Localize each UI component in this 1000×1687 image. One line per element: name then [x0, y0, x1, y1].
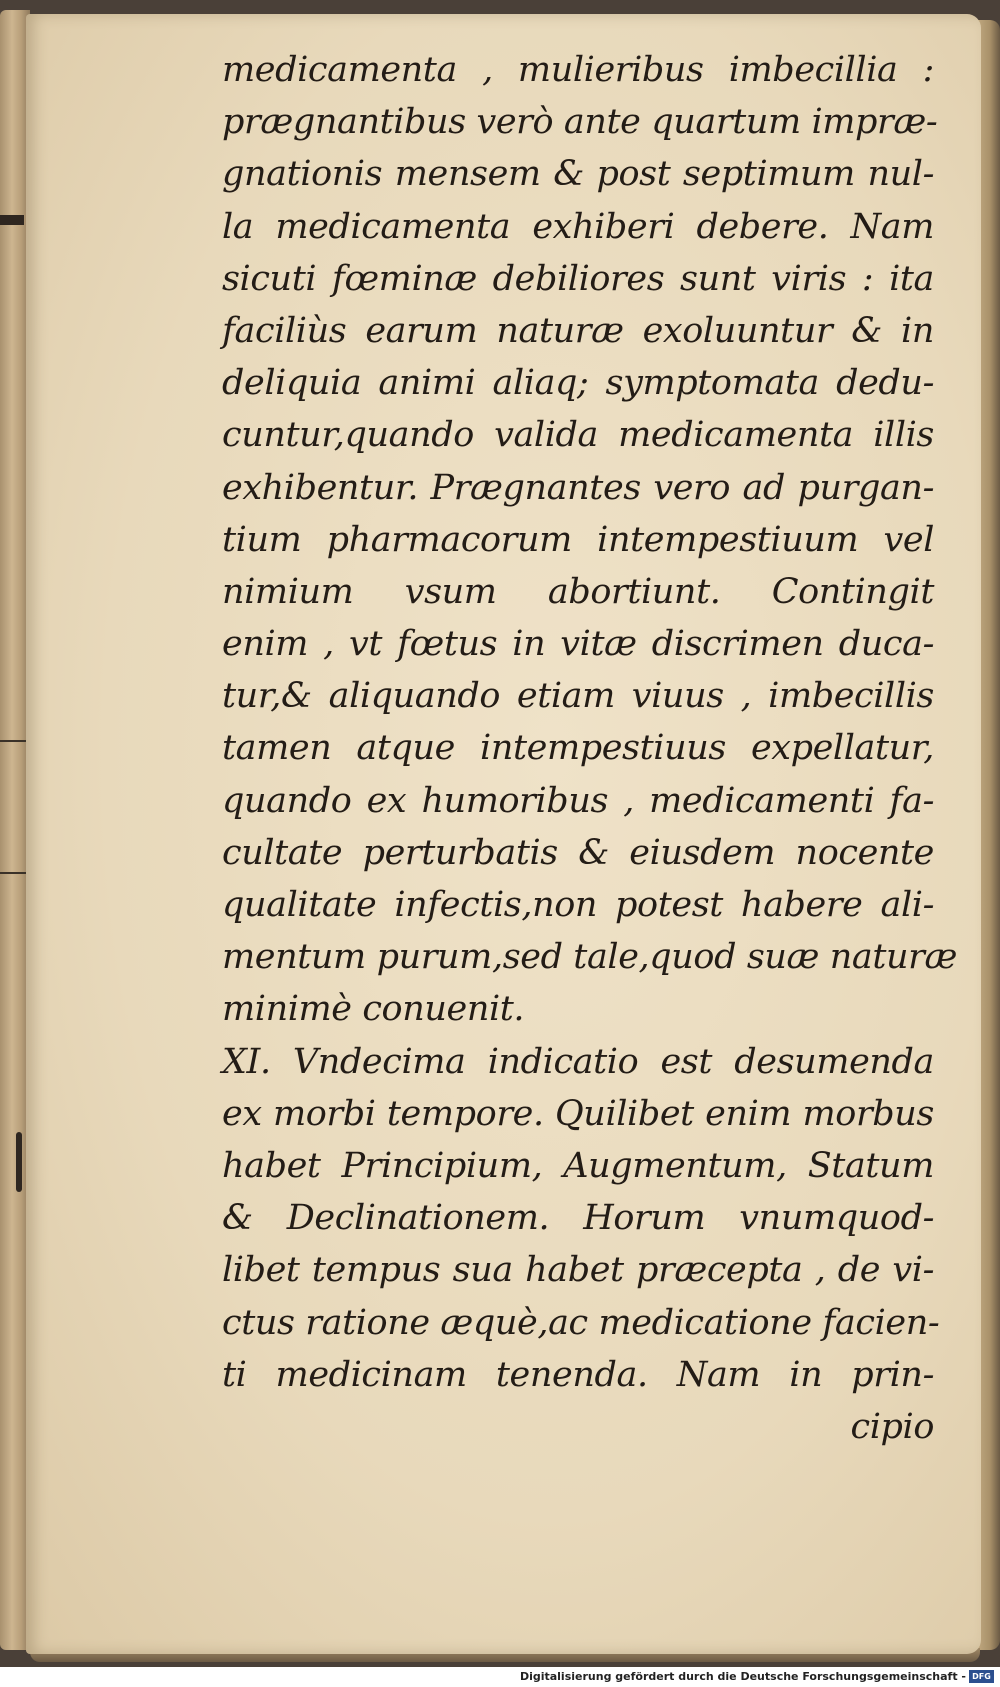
text-line: ctus ratione æquè,ac medicatione facien- — [222, 1302, 940, 1343]
funding-credit: Digitalisierung gefördert durch die Deutsche Forschungsgemeinschaft - — [519, 1670, 966, 1683]
text-line: quando ex humoribus , medicamenti fa- — [222, 780, 934, 821]
text-line: medicamenta , mulieribus imbecillia : — [222, 50, 934, 90]
text-line: ex morbi tempore. Quilibet enim morbus — [222, 1093, 934, 1134]
text-line: la medicamenta exhiberi debere. Nam — [222, 206, 934, 247]
page-text-block — [222, 44, 957, 1453]
text-line: & Declinationem. Horum vnumquod- — [222, 1198, 934, 1239]
text-line: tamen atque intempestiuus expellatur, — [222, 728, 934, 769]
text-line: deliquia animi aliaq; symptomata dedu- — [222, 363, 934, 404]
text-line: cultate perturbatis & eiusdem nocente — [222, 832, 934, 873]
dfg-logo-icon: DFG — [969, 1670, 994, 1683]
ribbon-marker — [0, 215, 24, 225]
text-line: sicuti fœminæ debiliores sunt viris : ita — [222, 258, 934, 299]
text-line: tur,& aliquando etiam viuus , imbecillis — [222, 676, 934, 717]
text-line: ti medicinam tenenda. Nam in prin- — [222, 1354, 934, 1395]
text-line: enim , vt fœtus in vitæ discrimen duca- — [222, 624, 934, 665]
text-line: minimè conuenit. — [222, 989, 525, 1030]
text-line: prægnantibus verò ante quartum impræ- — [222, 102, 938, 143]
catchword: cipio — [850, 1406, 934, 1447]
text-line: exhibentur. Prægnantes vero ad purgan- — [222, 467, 934, 508]
digitization-footer — [0, 1667, 1000, 1687]
text-line: gnationis mensem & post septimum nul- — [222, 154, 934, 195]
text-line: qualitate infectis,non potest habere ali- — [222, 885, 934, 925]
text-line: faciliùs earum naturæ exoluuntur & in — [222, 310, 934, 351]
ribbon-marker-lower — [16, 1132, 22, 1192]
text-line: nimium vsum abortiunt. Contingit — [222, 571, 934, 612]
text-line: cuntur,quando valida medicamenta illis — [222, 415, 934, 456]
text-line: mentum purum,sed tale,quod suæ naturæ — [222, 937, 957, 978]
text-line: tium pharmacorum intempestiuum vel — [222, 519, 934, 560]
text-line: habet Principium, Augmentum, Statum — [222, 1145, 934, 1186]
text-line: XI. Vndecima indicatio est desumenda — [222, 1041, 934, 1082]
text-line: libet tempus sua habet præcepta , de vi- — [222, 1250, 934, 1291]
